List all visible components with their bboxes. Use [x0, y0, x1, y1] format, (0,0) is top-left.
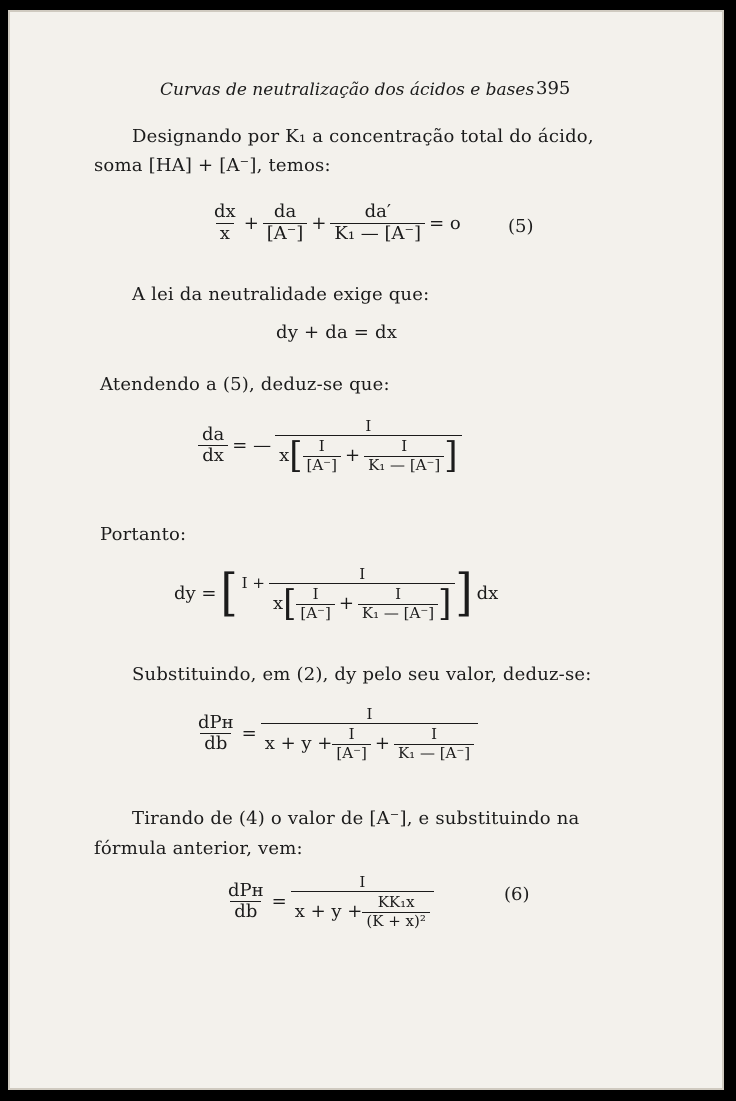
paragraph-4: Portanto:	[100, 524, 187, 545]
plus-sign: +	[243, 212, 259, 234]
numerator: I	[359, 873, 366, 891]
right-bracket: ]	[438, 583, 452, 625]
x-factor: x	[272, 592, 284, 614]
denominator: K₁ — [A⁻]	[394, 744, 474, 762]
denominator: db	[230, 901, 261, 923]
one-plus: I +	[241, 574, 265, 592]
equation-5	[210, 202, 465, 244]
fraction-da-prime	[330, 202, 425, 244]
equation-dph-db	[194, 706, 478, 762]
numerator: I	[401, 437, 408, 456]
right-bracket: ]	[444, 435, 458, 477]
fraction-da-dx	[198, 425, 228, 467]
equation-6	[224, 874, 434, 930]
main-fraction	[269, 565, 455, 625]
numerator: da	[273, 201, 297, 222]
fraction-da-A	[263, 202, 308, 244]
numerator: da	[202, 423, 225, 445]
denominator: x [ $\frac{I}{[A^-]}$ + $\frac{I}{\text{K₁ — [A⁻]}}$ ]	[275, 435, 461, 474]
numerator: I	[366, 705, 373, 723]
fraction-dph-db	[224, 881, 268, 923]
paragraph-6-line-2: fórmula anterior, vem:	[94, 838, 303, 859]
denominator	[291, 891, 434, 930]
main-fraction	[275, 417, 461, 477]
numerator: I	[365, 417, 372, 435]
equals-minus: = —	[232, 435, 272, 457]
paragraph-1-line-2: soma [HA] + [A⁻], temos:	[94, 155, 331, 176]
paragraph-3: Atendendo a (5), deduz-se que:	[100, 374, 390, 395]
equals-sign: =	[241, 723, 257, 745]
numerator: I	[359, 565, 366, 583]
dy-equals: dy =	[174, 583, 217, 605]
plus-sign: +	[311, 212, 327, 234]
numerator: I	[312, 585, 319, 604]
x-plus-y: x + y +	[264, 732, 333, 754]
denominator: x	[216, 223, 234, 245]
fraction-1-A	[296, 586, 334, 622]
fraction-dx-x	[210, 202, 240, 244]
paragraph-1-line-1: Designando por K₁ a concentração total do ácido,	[132, 126, 594, 147]
book-page	[8, 10, 724, 1090]
main-fraction	[261, 706, 478, 762]
main-fraction	[291, 874, 434, 930]
fraction-kk1x	[362, 894, 430, 930]
page-number: 395	[536, 78, 571, 99]
equals-zero: = o	[429, 212, 461, 234]
running-header: Curvas de neutralização dos ácidos e bases	[160, 80, 535, 100]
fraction-1-K1	[364, 438, 444, 474]
big-right-bracket: ]	[455, 563, 473, 623]
denominator: K₁ — [A⁻]	[364, 456, 444, 474]
denominator: x + y + $\frac{I}{[A^-]}$ + $\frac{I}{\text{K₁ — [A⁻]}}$	[261, 723, 478, 762]
fraction-1-A	[332, 726, 370, 762]
denominator: [A⁻]	[303, 456, 341, 474]
denominator: db	[200, 733, 231, 755]
dx-factor: dx	[476, 583, 499, 605]
numerator: I	[395, 585, 401, 604]
equals-sign: =	[271, 891, 287, 913]
numerator: dPʜ	[198, 711, 234, 733]
denominator: [A⁻]	[263, 223, 308, 245]
denominator: dx	[198, 445, 228, 467]
x-factor: x	[279, 444, 290, 466]
big-left-bracket: [	[220, 563, 238, 623]
denominator: K₁ — [A⁻]	[330, 223, 425, 245]
numerator: I	[318, 437, 325, 456]
equation-dy	[170, 563, 502, 625]
denominator: [A⁻]	[332, 744, 370, 762]
paragraph-5: Substituindo, em (2), dy pelo seu valor, deduz-se:	[132, 664, 592, 685]
numerator: I	[431, 725, 438, 744]
fraction-1-K1	[394, 726, 474, 762]
paragraph-6-line-1: Tirando de (4) o valor de [A⁻], e substituindo na	[132, 808, 580, 829]
denominator: K₁ — [A⁻]	[358, 604, 438, 622]
fraction-1-K1	[358, 586, 438, 622]
left-bracket: [	[289, 435, 303, 477]
numerator: KK₁x	[377, 893, 415, 912]
denominator: x [ $\frac{I}{[A^-]}$ + $\frac{I}{\text{K₁ — [A⁻]}}$ ]	[269, 583, 455, 622]
numerator: da′	[364, 201, 391, 222]
fraction-1-A	[303, 438, 341, 474]
fraction-dph-db	[194, 713, 238, 755]
x-plus-y: x + y +	[294, 900, 363, 922]
numerator: I	[348, 725, 355, 744]
equation-5-label: (5)	[508, 216, 534, 237]
denominator: (K + x)²	[362, 912, 430, 930]
equation-da-dx	[198, 417, 462, 477]
paragraph-2: A lei da neutralidade exige que:	[132, 284, 430, 305]
equation-neutrality: dy + da = dx	[276, 322, 398, 343]
denominator: [A⁻]	[296, 604, 334, 622]
equation-6-label: (6)	[504, 884, 530, 905]
numerator: dx	[214, 201, 236, 222]
numerator: dPʜ	[228, 879, 264, 901]
left-bracket: [	[283, 583, 297, 625]
